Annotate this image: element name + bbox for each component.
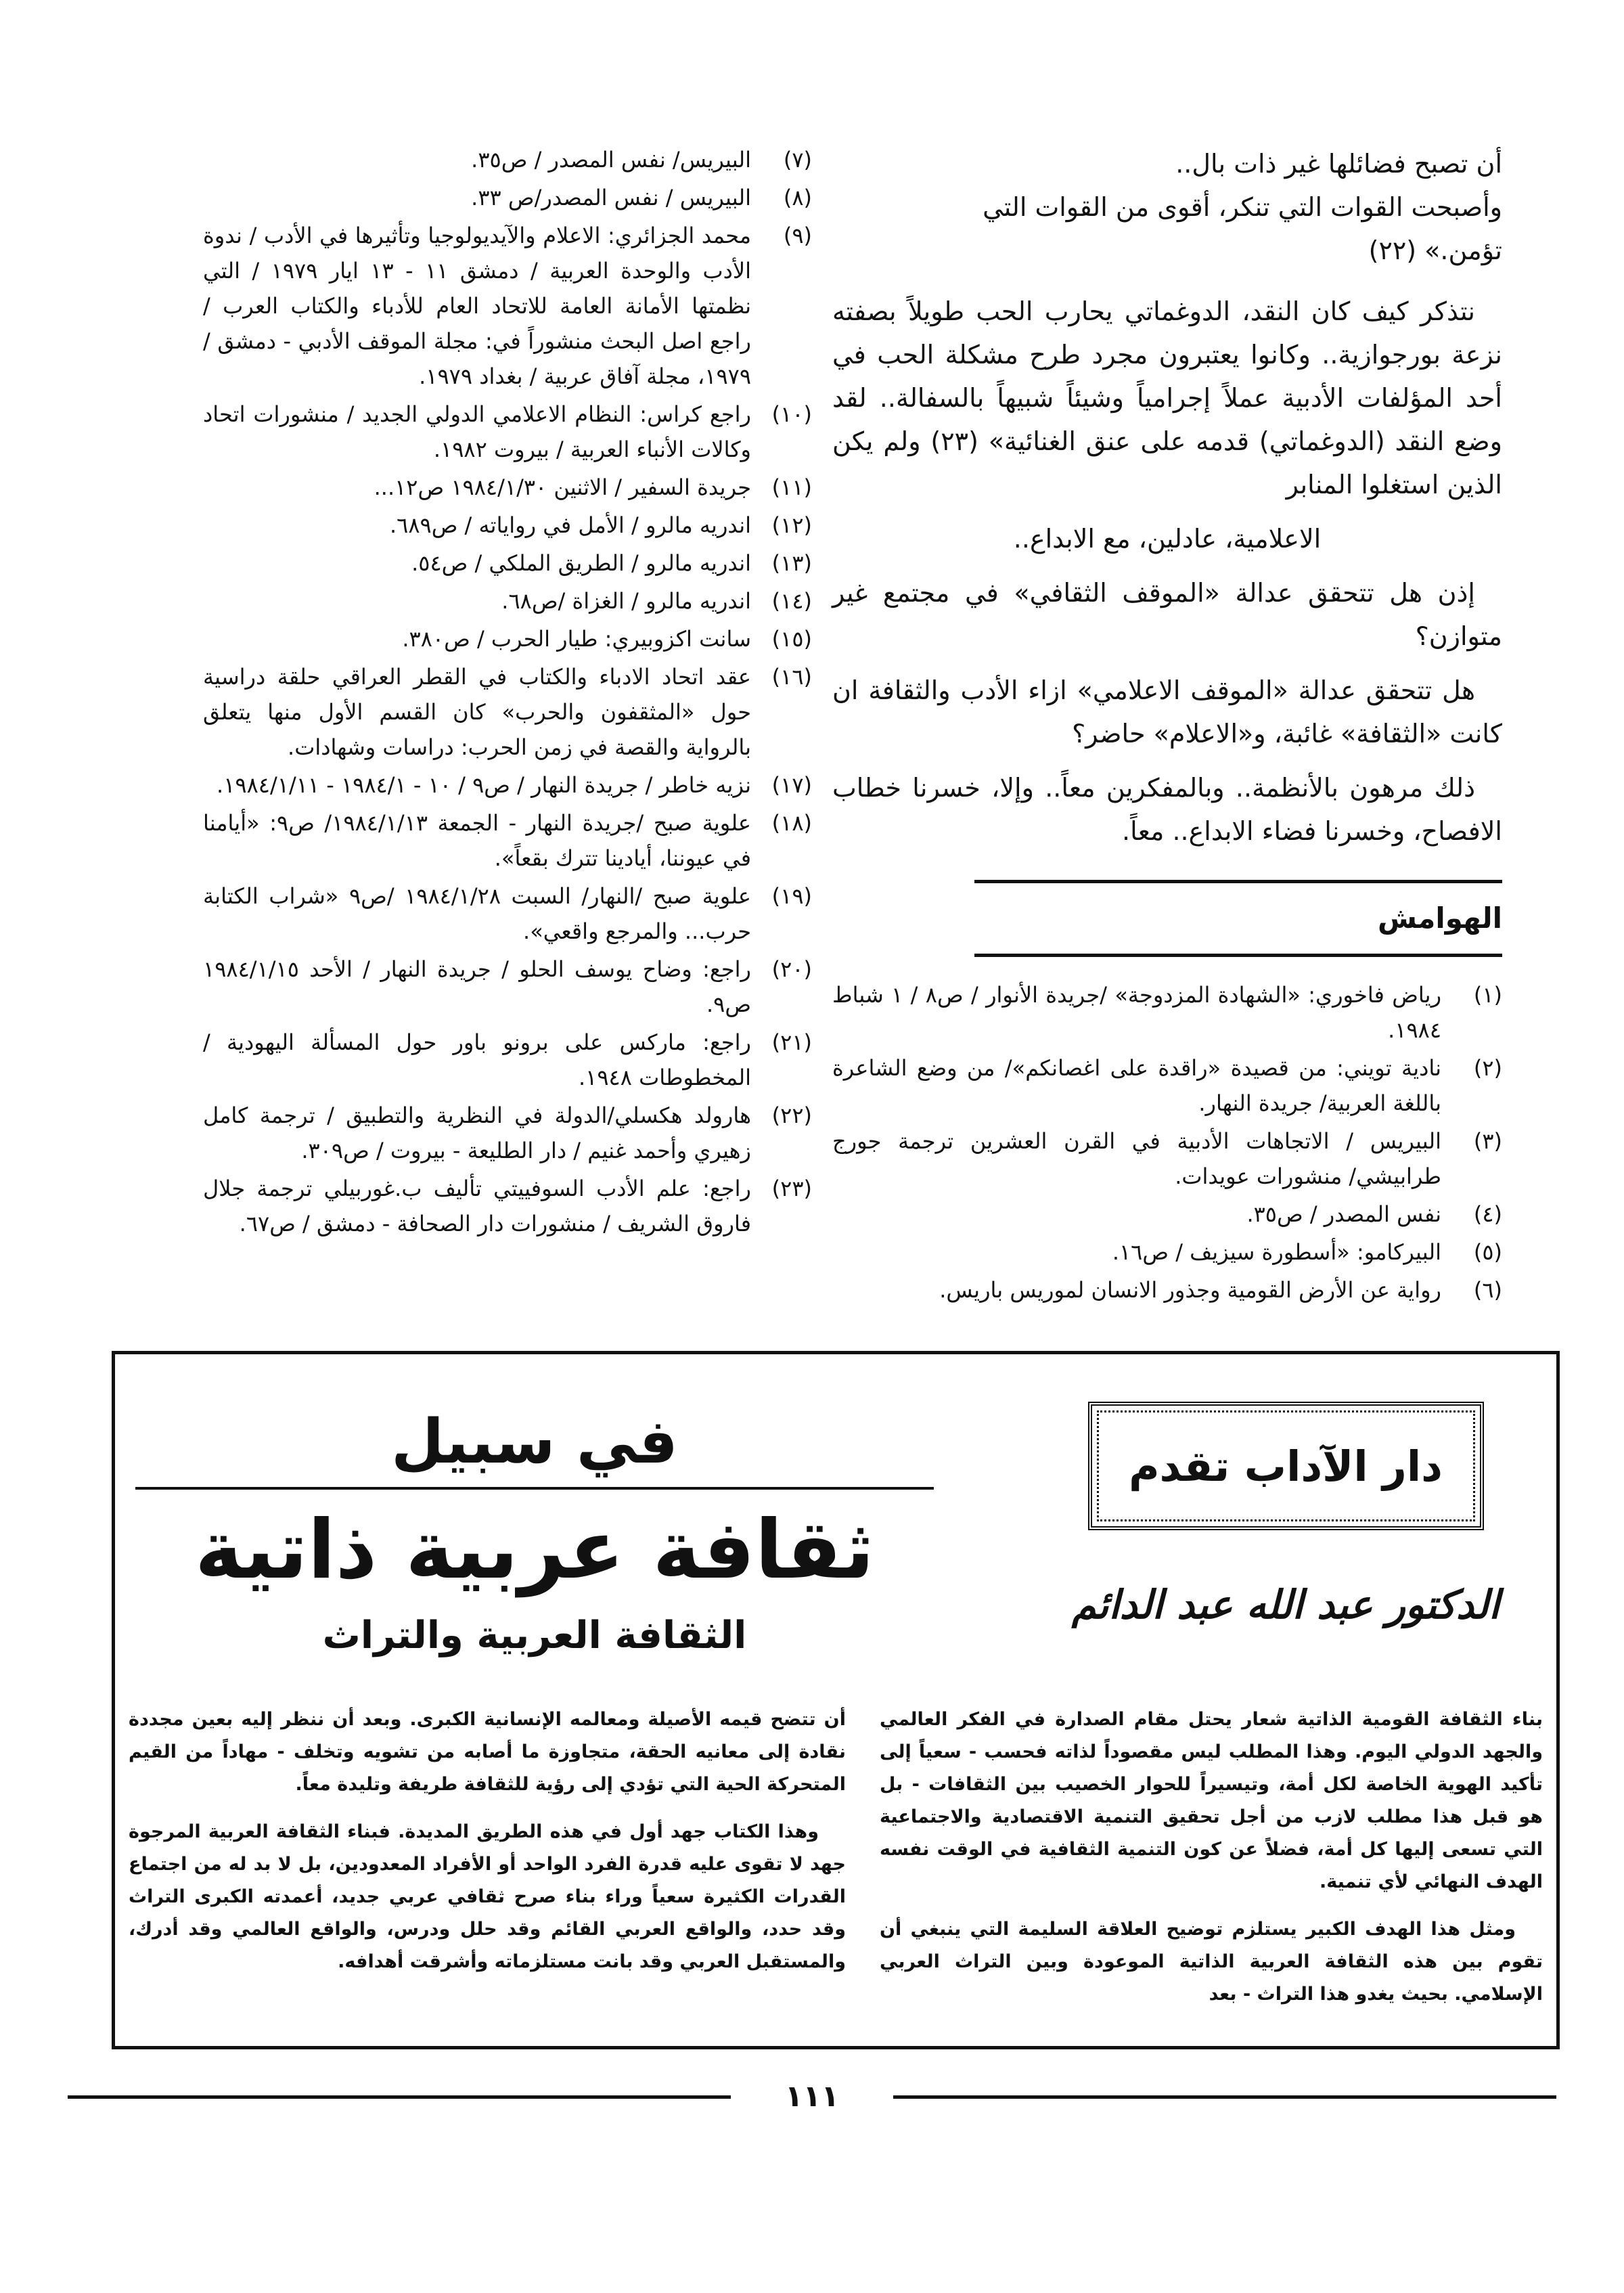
footnote-number: (٢١) (771, 1029, 812, 1055)
publisher-label: دار الآداب تقدم (1129, 1441, 1443, 1491)
ad-body (129, 1704, 1543, 2026)
footnote-text: نزيه خاطر / جريدة النهار / ص٩ / ١٠ - ١٩٨٤/١ - ١٩٨٤/١/١١. (217, 772, 751, 798)
ad-paragraph: بناء الثقافة القومية الذاتية شعار يحتل مقام الصدارة في الفكر العالمي والجهد الدولي اليوم. وهذا المطلب ليس مقصوداً لذاته فحسب - سعياً إلى تأكيد الهوية الخاصة لكل أمة، وتيسيراً للحوار الخصيب بين الثقافات - بل هو قبل هذا مطلب لازب من أجل تحقيق التنمية الاقتصادية والاجتماعية التي تسعى إليها كل أمة، فضلاً عن كون التنمية الثقافية في الوقت نفسه الهدف النهائي لأي تنمية. (880, 1709, 1543, 1892)
ad-text-left (129, 1704, 846, 2026)
footnotes-left (203, 142, 812, 1241)
footnote-number: (١٥) (771, 626, 812, 652)
footnote (203, 470, 812, 505)
footnote (832, 1050, 1502, 1121)
footnote-text: اندريه مالرو / الغزاة /ص٦٨. (501, 588, 751, 614)
ad-paragraph: وهذا الكتاب جهد أول في هذه الطريق المديدة. فبناء الثقافة العربية المرجوة جهد لا تقوى عليه قدرة الفرد الواحد أو الأفراد المعدودين، بل لا بد له من اجتماع القدرات الكثيرة سعياً وراء بناء صرح ثقافي عربي جديد، أعمدته الكبرى التراث وقد حدد، والواقع العربي القائم وقد حلل ودرس، والواقع العالمي وقد أدرك، والمستقبل العربي وقد بانت مستلزماته وأشرقت أهدافه. (129, 1821, 846, 1972)
footnote (203, 1171, 812, 1241)
poem-line: وأصبحت القوات التي تنكر، أقوى من القوات التي (983, 192, 1502, 222)
ad-paragraph: أن تتضح قيمه الأصيلة ومعالمه الإنسانية الكبرى. وبعد أن ننظر إليه بعين مجددة نقادة إلى معانيه الحقة، متجاوزة ما أصابه من تشويه وتخلف - مهاداً من القيم المتحركة الحية التي تؤدي إلى رؤية للثقافة طريفة وتليدة معاً. (129, 1709, 846, 1795)
paragraph: نتذكر كيف كان النقد، الدوغماتي يحارب الحب طويلاً بصفته نزعة بورجوازية.. وكانوا يعتبرون مجرد طرح مشكلة الحب في أحد المؤلفات الأدبية عملاً إجرامياً وشيئاً شبيهاً بالسفالة.. لقد وضع النقد (الدوغماتي) قدمه على عنق الغنائية» (٢٣) ولم يكن الذين استغلوا المنابر (832, 296, 1502, 499)
footnote-text: اندريه مالرو / الأمل في رواياته / ص٦٨٩. (389, 512, 751, 538)
footnote-number: (٢٠) (771, 956, 812, 982)
footnote-text: نادية تويني: من قصيدة «راقدة على اغصانكم»/ من وضع الشاعرة باللغة العربية/ جريدة النهار. (832, 1055, 1441, 1116)
footnote-number: (٢٣) (771, 1176, 812, 1201)
footnote-number: (١٩) (771, 883, 812, 909)
footnote (203, 805, 812, 876)
footnote-text: رياض فاخوري: «الشهادة المزدوجة» /جريدة الأنوار / ص٨ / ١ شباط ١٩٨٤. (832, 982, 1442, 1043)
footnote-number: (١) (1473, 982, 1502, 1008)
book-pre-title: في سبيل (391, 1406, 678, 1477)
ad-publisher-block (1029, 1402, 1543, 1632)
footnote-text: عقد اتحاد الادباء والكتاب في القطر العراقي حلقة دراسية حول «المثقفون والحرب» كان القسم الأول منها يتعلق بالرواية والقصة في زمن الحرب: دراسات وشهادات. (203, 664, 751, 760)
footnote-text: هارولد هكسلي/الدولة في النظرية والتطبيق / ترجمة كامل زهيري وأحمد غنيم / دار الطليعة - بيروت / ص٣٠٩. (203, 1103, 751, 1163)
footnotes-right (832, 977, 1502, 1308)
page-footer (68, 2076, 1556, 2117)
footnote-number: (١١) (771, 474, 812, 500)
divider (135, 1487, 934, 1490)
footnote (203, 1098, 812, 1168)
paragraph: الاعلامية، عادلين، مع الابداع.. (1013, 524, 1322, 554)
footnote (203, 583, 812, 619)
left-column (203, 142, 812, 1244)
footnote-number: (١٠) (771, 401, 812, 427)
footnote-text: رواية عن الأرض القومية وجذور الانسان لموريس باريس. (939, 1277, 1441, 1303)
article-columns (68, 142, 1556, 1310)
paragraph: إذن هل تتحقق عدالة «الموقف الثقافي» في مجتمع غير متوازن؟ (832, 578, 1502, 651)
footnote-text: البيريس / نفس المصدر/ص ٣٣. (471, 185, 751, 210)
ad-title-block (129, 1402, 941, 1663)
divider (974, 880, 1502, 883)
poem-line: أن تصبح فضائلها غير ذات بال.. (1175, 149, 1502, 179)
footnote-number: (١٦) (771, 664, 812, 690)
publisher-frame (1088, 1402, 1484, 1530)
advertisement-box (112, 1351, 1560, 2049)
footnote (832, 1197, 1502, 1232)
footnote-number: (٩) (783, 223, 812, 248)
footnote-text: محمد الجزائري: الاعلام والآيديولوجيا وتأثيرها في الأدب / ندوة الأدب والوحدة العربية / دمشق ١١ - ١٣ ايار ١٩٧٩ / التي نظمتها الأمانة العامة للاتحاد العام للأدباء والكتاب العرب / راجع اصل البحث منشوراً في: مجلة الموقف الأدبي - دمشق / ١٩٧٩، مجلة آفاق عربية / بغداد ١٩٧٩. (203, 223, 752, 389)
footnote-number: (٦) (1473, 1277, 1502, 1303)
footnote-text: علوية صبح /النهار/ السبت ١٩٨٤/١/٢٨ /ص٩ «شراب الكتابة حرب... والمرجع واقعي». (203, 883, 752, 944)
footnote-text: البيركامو: «أسطورة سيزيف / ص١٦. (1112, 1239, 1441, 1265)
footnote-number: (٧) (783, 147, 812, 173)
article-body (832, 142, 1502, 853)
footnote-text: البيريس/ نفس المصدر / ص٣٥. (471, 147, 751, 173)
footnote-number: (١٤) (771, 588, 812, 614)
footnote (203, 218, 812, 394)
footnote-number: (١٣) (771, 550, 812, 576)
footnote (832, 1123, 1502, 1194)
footnote-text: سانت اكزوبيري: طيار الحرب / ص٣٨٠. (402, 626, 751, 652)
footnote-text: علوية صبح /جريدة النهار - الجمعة ١٩٨٤/١/١٣/ ص٩: «أيامنا في عيوننا، أيادينا تترك بقعاً». (203, 810, 751, 871)
footnote (203, 546, 812, 581)
right-column (832, 142, 1502, 1310)
footnote (203, 952, 812, 1022)
footnote (203, 1025, 812, 1095)
footnote (203, 767, 812, 803)
footnote (832, 1234, 1502, 1270)
page-number: ١١١ (731, 2076, 893, 2117)
book-subtitle: الثقافة العربية والتراث (322, 1613, 747, 1657)
footnote-number: (٣) (1473, 1128, 1502, 1154)
footnote (203, 180, 812, 215)
footnote (203, 397, 812, 467)
ad-paragraph: ومثل هذا الهدف الكبير يستلزم توضيح العلاقة السليمة التي ينبغي أن تقوم بين هذه الثقافة العربية الذاتية الموعودة وبين التراث العربي الإسلامي. بحيث يغدو هذا التراث - بعد (880, 1919, 1543, 2005)
footnote-number: (٤) (1473, 1201, 1502, 1227)
footnote-text: راجع: وضاح يوسف الحلو / جريدة النهار / الأحد ١٩٨٤/١/١٥ ص٩. (203, 956, 751, 1017)
paragraph: هل تتحقق عدالة «الموقف الاعلامي» ازاء الأدب والثقافة ان كانت «الثقافة» غائبة، و«الاعلام» حاضر؟ (832, 675, 1502, 749)
footnote-number: (١٧) (771, 772, 812, 798)
footnote-text: نفس المصدر / ص٣٥. (1246, 1201, 1441, 1227)
footnote-number: (٢٢) (771, 1103, 812, 1128)
footnotes-heading: الهوامش (1378, 901, 1502, 935)
footnote (203, 878, 812, 949)
footnote-text: راجع: ماركس على برونو باور حول المسألة اليهودية / المخطوطات ١٩٤٨. (203, 1029, 751, 1090)
footnote-number: (١٢) (771, 512, 812, 538)
book-author: الدكتور عبد الله عبد الدائم (1071, 1582, 1500, 1628)
footnote-number: (٥) (1473, 1239, 1502, 1265)
book-title: ثقافة عربية ذاتية (194, 1503, 875, 1597)
footnote (832, 1272, 1502, 1308)
footnote-text: راجع: علم الأدب السوفييتي تأليف ب.غوربيلي ترجمة جلال فاروق الشريف / منشورات دار الصحافة - دمشق / ص٦٧. (203, 1176, 751, 1237)
footnote-number: (٢) (1473, 1055, 1502, 1081)
footnote (203, 508, 812, 543)
footnote (832, 977, 1502, 1048)
ad-header (129, 1402, 1543, 1663)
footnote-text: راجع كراس: النظام الاعلامي الدولي الجديد / منشورات اتحاد وكالات الأنباء العربية / بيروت ١٩٨٢. (203, 401, 751, 462)
footnote (203, 142, 812, 177)
footnote-number: (١٨) (771, 810, 812, 836)
footnote-text: البيريس / الاتجاهات الأدبية في القرن العشرين ترجمة جورج طرابيشي/ منشورات عويدات. (832, 1128, 1441, 1189)
footnote (203, 659, 812, 765)
footnote-text: اندريه مالرو / الطريق الملكي / ص٥٤. (411, 550, 751, 576)
paragraph: ذلك مرهون بالأنظمة.. وبالمفكرين معاً.. وإلا، خسرنا خطاب الافصاح، وخسرنا فضاء الابداع.. معاً. (832, 773, 1502, 846)
ad-text-right (880, 1704, 1543, 2026)
poem-line: تؤمن.» (٢٢) (1368, 236, 1502, 265)
footnote (203, 621, 812, 656)
footnote-text: جريدة السفير / الاثنين ١٩٨٤/١/٣٠ ص١٢... (374, 474, 751, 500)
footnote-number: (٨) (783, 185, 812, 210)
poem-quote (832, 142, 1502, 272)
divider (974, 954, 1502, 957)
